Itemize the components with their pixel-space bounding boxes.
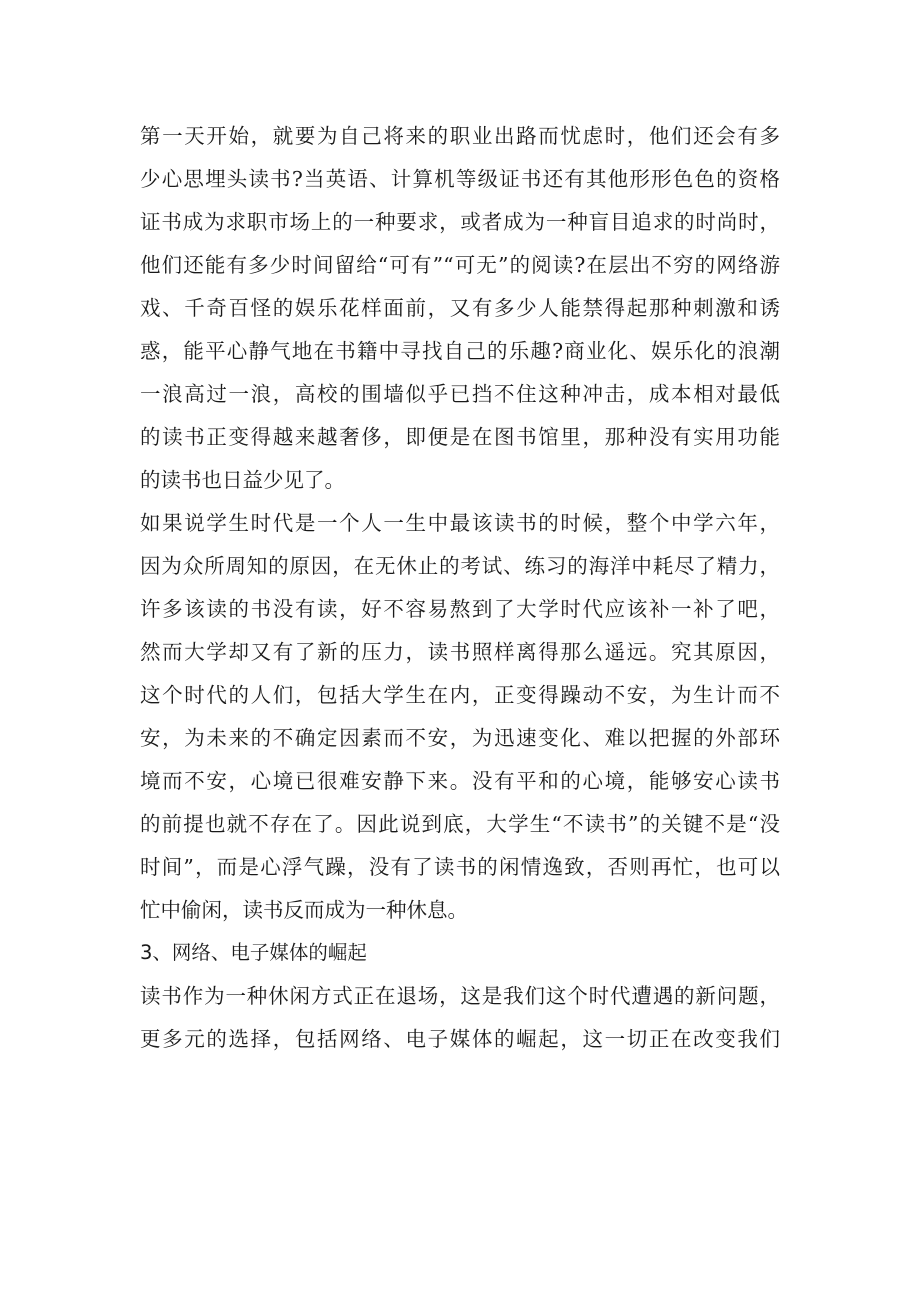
text-line: 然而大学却又有了新的压力，读书照样离得那么遥远。究其原因， — [140, 640, 780, 664]
text-line: 这个时代的人们，包括大学生在内，正变得躁动不安，为生计而不 — [140, 683, 780, 707]
text-line: 的前提也就不存在了。因此说到底，大学生“不读书”的关键不是“没 — [140, 812, 780, 836]
text-line: 忙中偷闲，读书反而成为一种休息。 — [140, 898, 468, 922]
text-line: 读书作为一种休闲方式正在退场，这是我们这个时代遭遇的新问题， — [140, 984, 780, 1008]
text-line: 的读书正变得越来越奢侈，即便是在图书馆里，那种没有实用功能 — [140, 425, 780, 449]
text-line: 惑，能平心静气地在书籍中寻找自己的乐趣?商业化、娱乐化的浪潮 — [140, 339, 780, 363]
text-line: 安，为未来的不确定因素而不安，为迅速变化、难以把握的外部环 — [140, 726, 780, 750]
text-line: 少心思埋头读书?当英语、计算机等级证书还有其他形形色色的资格 — [140, 167, 780, 191]
text-line: 戏、千奇百怪的娱乐花样面前，又有多少人能禁得起那种刺激和诱 — [140, 296, 780, 320]
text-line: 如果说学生时代是一个人一生中最该读书的时候，整个中学六年， — [140, 511, 780, 535]
text-line: 因为众所周知的原因，在无休止的考试、练习的海洋中耗尽了精力， — [140, 554, 780, 578]
text-line: 的读书也日益少见了。 — [140, 468, 345, 492]
text-line: 许多该读的书没有读，好不容易熬到了大学时代应该补一补了吧， — [140, 597, 780, 621]
text-line: 一浪高过一浪，高校的围墙似乎已挡不住这种冲击，成本相对最低 — [140, 382, 780, 406]
text-line: 证书成为求职市场上的一种要求，或者成为一种盲目追求的时尚时， — [140, 210, 780, 234]
text-line: 他们还能有多少时间留给“可有”“可无”的阅读?在层出不穷的网络游 — [140, 253, 780, 277]
section-heading: 3、网络、电子媒体的崛起 — [140, 941, 367, 964]
text-line: 第一天开始，就要为自己将来的职业出路而忧虑时，他们还会有多 — [140, 124, 780, 148]
text-line: 境而不安，心境已很难安静下来。没有平和的心境，能够安心读书 — [140, 769, 780, 793]
text-line: 更多元的选择，包括网络、电子媒体的崛起，这一切正在改变我们 — [140, 1027, 780, 1051]
text-line: 时间”，而是心浮气躁，没有了读书的闲情逸致，否则再忙，也可以 — [140, 855, 780, 879]
